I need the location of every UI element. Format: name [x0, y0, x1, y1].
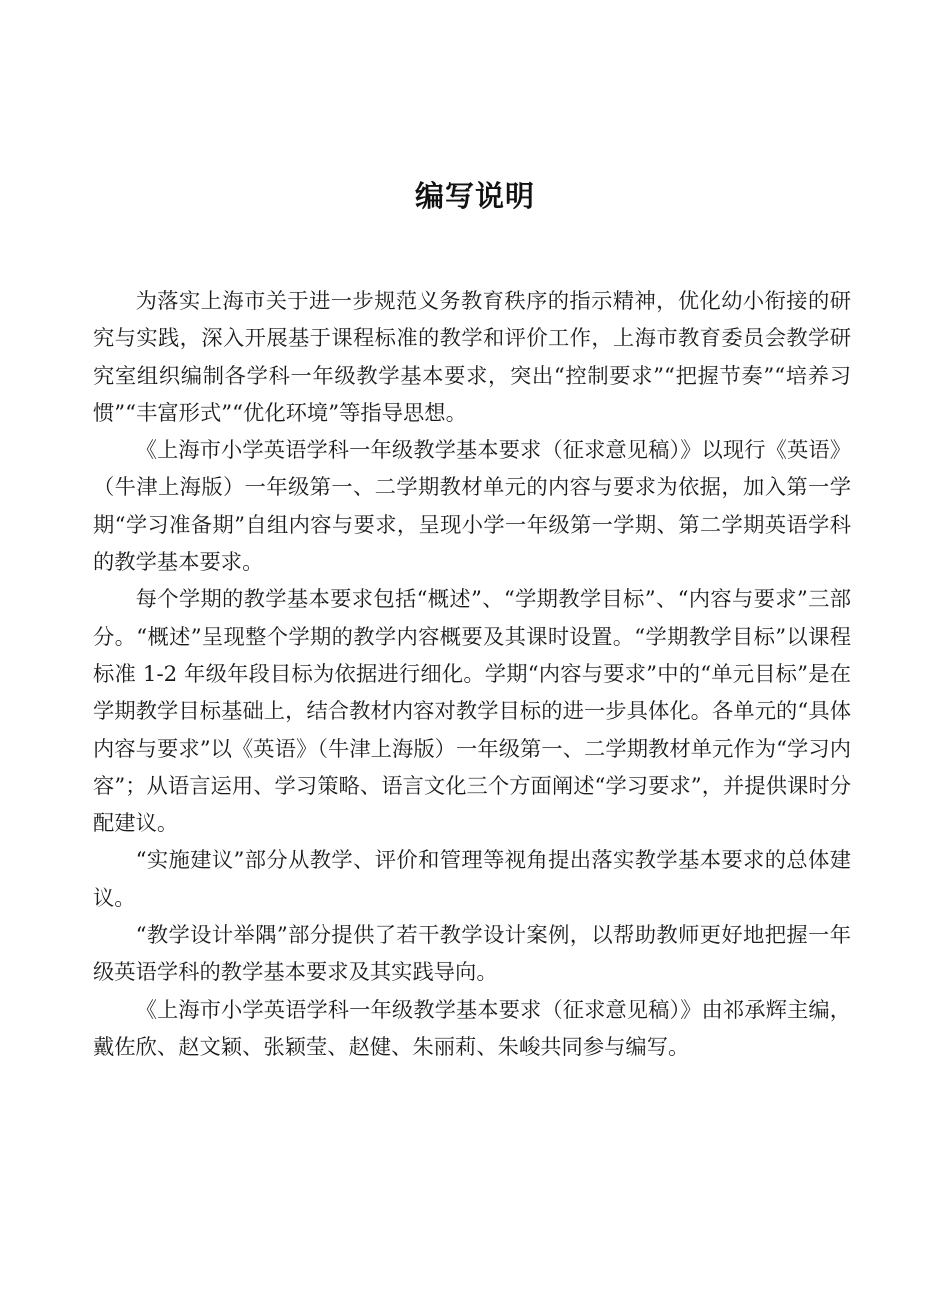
- paragraph-intro: 为落实上海市关于进一步规范义务教育秩序的指示精神，优化幼小衔接的研究与实践，深入开展基于课程标准的教学和评价工作，上海市教育委员会教学研究室组织编制各学科一年级教学基本要求，突出“控制要求”“把握节奏”“培养习惯”“丰富形式”“优化环境”等指导思想。: [93, 289, 851, 426]
- paragraph-design-cases: “教学设计举隅”部分提供了若干教学设计案例，以帮助教师更好地把握一年级英语学科的教学基本要求及其实践导向。: [93, 923, 851, 986]
- paragraph-authors: 《上海市小学英语学科一年级教学基本要求（征求意见稿）》由祁承辉主编，戴佐欣、赵文颖、张颖莹、赵健、朱丽莉、朱峻共同参与编写。: [93, 997, 851, 1060]
- paragraph-implementation: “实施建议”部分从教学、评价和管理等视角提出落实教学基本要求的总体建议。: [93, 848, 851, 911]
- paragraph-structure: 每个学期的教学基本要求包括“概述”、“学期教学目标”、“内容与要求”三部分。“概述”呈现整个学期的教学内容概要及其课时设置。“学期教学目标”以课程标准 1-2 年级年段目标为依据进行细化。学期“内容与要求”中的“单元目标”是在学期教学目标基础上，结合教材内容对教学目标的进一步具体化。各单元的“具体内容与要求”以《英语》（牛津上海版）一年级第一、二学期教材单元作为“学习内容”；从语言运用、学习策略、语言文化三个方面阐述“学习要求”，并提供课时分配建议。: [93, 587, 851, 837]
- document-body: [93, 283, 851, 1066]
- paragraph-basis: 《上海市小学英语学科一年级教学基本要求（征求意见稿）》以现行《英语》（牛津上海版）一年级第一、二学期教材单元的内容与要求为依据，加入第一学期“学习准备期”自组内容与要求，呈现小学一年级第一学期、第二学期英语学科的教学基本要求。: [93, 438, 851, 576]
- page-title: 编写说明: [414, 179, 535, 213]
